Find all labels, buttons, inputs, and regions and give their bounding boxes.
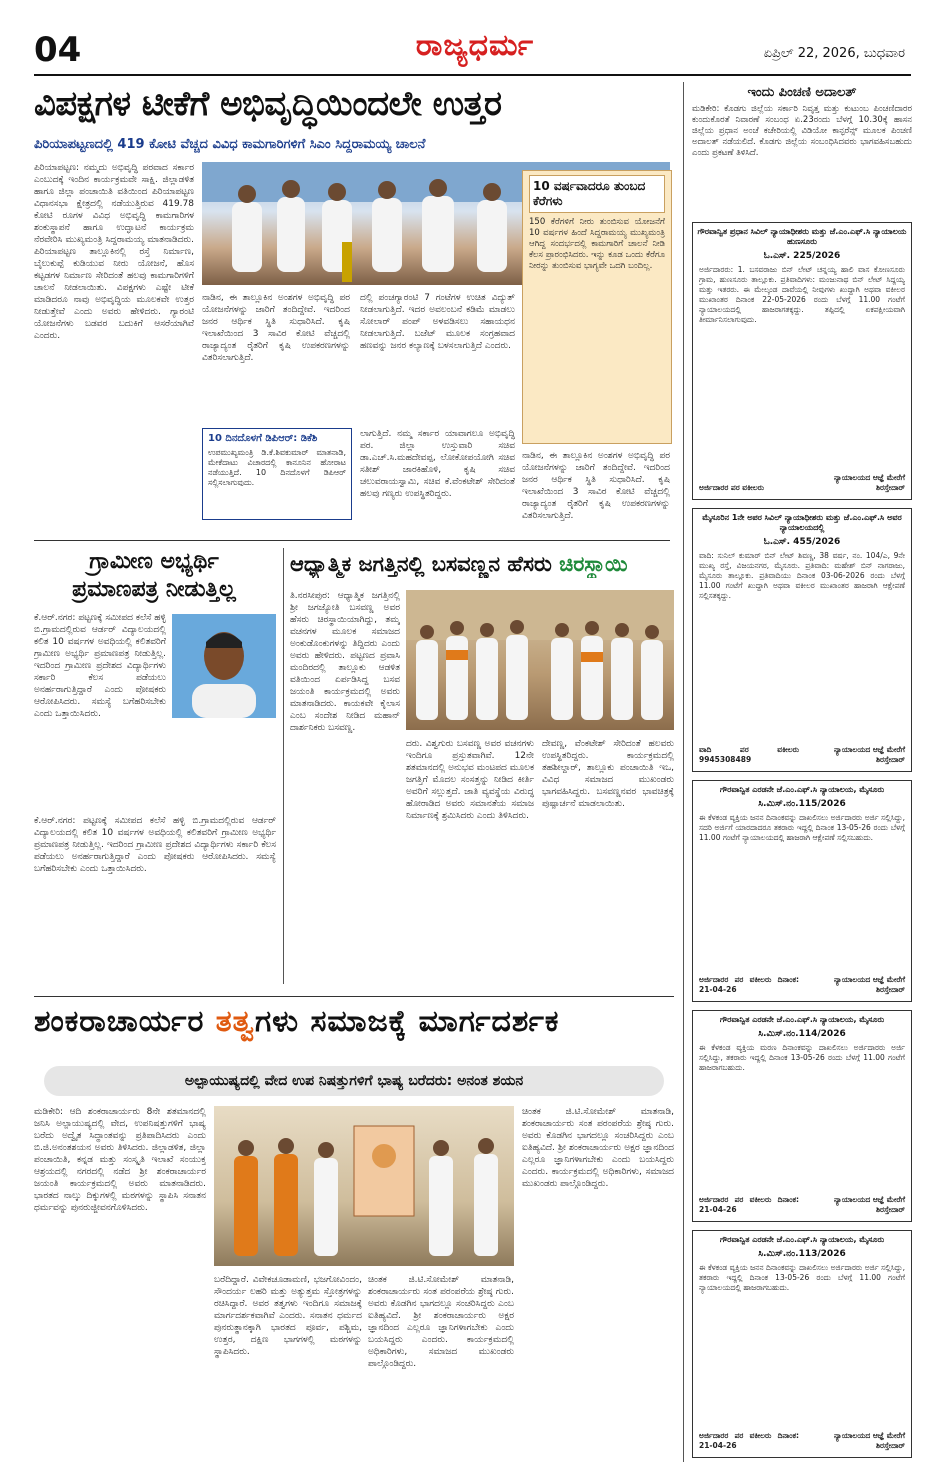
court-notice-5 [692,1230,912,1458]
adalat-text: ಮಡಿಕೇರಿ: ಕೊಡಗು ಜಿಲ್ಲೆಯ ಸರ್ಕಾರಿ ನಿವೃತ್ತ ಮತ್ತು ಕುಟುಂಬ ಪಿಂಚಣಿದಾರರ ಕುಂದುಕೊರತೆ ನಿವಾರಣೆ ಸಂಬಂಧ ಏ.23ರಂದು ಬೆಳಗ್ಗೆ 10.30ಕ್ಕೆ ಹಾಸನ ಜಿಲ್ಲೆಯ ಪ್ರಧಾನ ಅಂಚೆ ಕಚೇರಿಯಲ್ಲಿ ವಿಡಿಯೋ ಕಾನ್ಫರೆನ್ಸ್ ಮೂಲಕ ಪಿಂಚಣಿ ಅದಾಲತ್ ನಡೆಯಲಿದೆ. ಕೊಡಗು ಜಿಲ್ಲೆಯ ಸಂಬಂಧಿಸಿದವರು ಭಾಗವಹಿಸಬಹುದು ಎಂದು ಪ್ರಕಟಣೆ ತಿಳಿಸಿದೆ. [692,104,912,158]
notice3-court: ಗೌರವಾನ್ವಿತ ಎರಡನೇ ಜೆ.ಎಂ.ಎಫ್.ಸಿ ನ್ಯಾಯಾಲಯ, ಮೈಸೂರು [719,785,885,794]
notice2-footer-left: ವಾದಿ ಪರ ವಕೀಲರು 9945308489 [699,745,799,764]
story3-photo [406,590,674,730]
story3-headline [290,550,675,578]
story1-col2: ನಾಡಿನ, ಈ ತಾಲ್ಲೂಕಿನ ಅಂಶಗಳ ಅಭಿವೃದ್ಧಿ ಪರ ಯೋಜನೆಗಳನ್ನು ಜಾರಿಗೆ ತಂದಿದ್ದೇವೆ. ಇದರಿಂದ ಜನರ ಆರ್ಥಿಕ ಸ್ಥಿತಿ ಸುಧಾರಿಸಿದೆ. ಕೃಷಿ ಇಲಾಖೆಯಿಂದ 3 ಸಾವಿರ ಕೋಟಿ ವೆಚ್ಚದಲ್ಲಿ ರಾಜ್ಯಾದ್ಯಂತ ರೈತರಿಗೆ ಕೃಷಿ ಉಪಕರಣಗಳನ್ನು ವಿತರಿಸಲಾಗುತ್ತಿದೆ. [202,293,350,363]
story2-divider [283,548,284,984]
story4-headline-accent: ತತ್ವ [215,1004,255,1039]
story3-col2: ದರು. ವಿಶ್ವಗುರು ಬಸವಣ್ಣ ಅವರ ವಚನಗಳು ಇಂದಿಗೂ ಪ್ರಸ್ತುತವಾಗಿವೆ. 12ನೇ ಶತಮಾನದಲ್ಲಿ ಅನುಭವ ಮಂಟಪದ ಮೂಲಕ ಜಗತ್ತಿಗೆ ಮೊದಲ ಸಂಸತ್ತನ್ನು ನೀಡಿದ ಕೀರ್ತಿ ಅವರಿಗೆ ಸಲ್ಲುತ್ತದೆ. ಜಾತಿ ವ್ಯವಸ್ಥೆಯ ವಿರುದ್ಧ ಹೋರಾಡಿದ ಅವರು ಸಮಾನತೆಯ ಸಮಾಜ ನಿರ್ಮಾಣಕ್ಕೆ ಶ್ರಮಿಸಿದರು ಎಂದು ತಿಳಿಸಿದರು. [406,739,534,821]
story4-col2b-text: ಚಿಂತಕ ಜಿ.ಟಿ.ಸೋಮೇಶ್ ಮಾತನಾಡಿ, ಶಂಕರಾಚಾರ್ಯರು ಸಂತ ಪರಂಪರೆಯ ಶ್ರೇಷ್ಠ ಗುರು. ಅವರು ಕೊಡಗಿನ ಭಾಗದಲ್ಲೂ ಸಂಚರಿಸಿದ್ದರು ಎಂಬ ಐತಿಹ್ಯವಿದೆ. ಶ್ರೀ ಶಂಕರಾಚಾರ್ಯರು ಅಕ್ಷರ ಜ್ಞಾನದಿಂದ ಎಲ್ಲರೂ ಜ್ಞಾನಿಗಳಾಗಬೇಕು ಎಂದು ಬಯಸಿದ್ದರು ಎಂದರು. ಕಾರ್ಯಕ್ರಮದಲ್ಲಿ ಅಧಿಕಾರಿಗಳು, ಸಮಾಜದ ಮುಖಂಡರು ಪಾಲ್ಗೊಂಡಿದ್ದರು. [368,1275,514,1369]
story3-photo-illustration [406,590,674,730]
story4-col2b [368,1274,514,1456]
story2-headline-line1: ಗ್ರಾಮೀಣ ಅಭ್ಯರ್ಥಿ [89,549,219,574]
story3-headline-accent: ಚಿರಸ್ಥಾಯಿ [559,552,628,576]
story2-text-continued [34,815,276,985]
story3-col1: ತಿ.ನರಸೀಪುರ: ಆಧ್ಯಾತ್ಮಿಕ ಜಗತ್ತಿನಲ್ಲಿ ಶ್ರೀ ಜಗಜ್ಯೋತಿ ಬಸವಣ್ಣ ಅವರ ಹೆಸರು ಚಿರಸ್ಥಾಯಿಯಾಗಿದ್ದು, ತಮ್ಮ ವಚನಗಳ ಮೂಲಕ ಸಮಾಜದ ಅಂಕುಡೊಂಕುಗಳನ್ನು ತಿದ್ದಿದರು ಎಂದು ಅವರು ಹೇಳಿದರು. ಪಟ್ಟಣದ ಪ್ರವಾಸಿ ಮಂದಿರದಲ್ಲಿ ತಾಲ್ಲೂಕು ಆಡಳಿತ ವತಿಯಿಂದ ಏರ್ಪಡಿಸಿದ್ದ ಬಸವ ಜಯಂತಿ ಕಾರ್ಯಕ್ರಮದಲ್ಲಿ ಅವರು ಮಾತನಾಡಿದರು. ಕಾಯಕವೇ ಕೈಲಾಸ ಎಂಬ ಸಂದೇಶ ನೀಡಿದ ಮಹಾನ್ ದಾರ್ಶನಿಕರು ಬಸವಣ್ಣ. [290,591,400,733]
notice2-body: ವಾದಿ: ಸುನಿಲ್ ಕುಮಾರ್ ಬಿನ್ ಲೇಟ್ ಶಿವಣ್ಣ, 38 ವರ್ಷ, ನಂ. 104/ಎ, 9ನೇ ಮುಖ್ಯ ರಸ್ತೆ, ವಿಜಯನಗರ, ಮೈಸೂರು. ಪ್ರತಿವಾದಿ: ಮಹೇಶ್ ಬಿನ್ ನಾಗರಾಜು, ಮೈಸೂರು ತಾಲ್ಲೂಕು. ಪ್ರತಿವಾದಿಯು ದಿನಾಂಕ 03-06-2026 ರಂದು ಬೆಳಗ್ಗೆ 11.00 ಗಂಟೆಗೆ ಖುದ್ದಾಗಿ ಅಥವಾ ವಕೀಲರ ಮುಖಾಂತರ ಹಾಜರಾಗಿ ಆಕ್ಷೇಪಣೆ ಸಲ್ಲಿಸತಕ್ಕದ್ದು. [699,551,905,600]
notice5-footer-left: ಅರ್ಜಿದಾರರ ಪರ ವಕೀಲರು ದಿನಾಂಕ: 21-04-26 [699,1431,799,1450]
notice5-case: ಸಿ.ಮಿಸ್.ನಂ.113/2026 [758,1249,846,1259]
notice1-footer-right: ನ್ಯಾಯಾಲಯದ ಆಜ್ಞೆ ಮೇರೆಗೆ ಶಿರಸ್ತೇದಾರ್ [833,473,905,492]
notice5-court: ಗೌರವಾನ್ವಿತ ಎರಡನೇ ಜೆ.ಎಂ.ಎಫ್.ಸಿ ನ್ಯಾಯಾಲಯ, ಮೈಸೂರು [719,1235,885,1244]
story4-col1: ಮಡಿಕೇರಿ: ಆದಿ ಶಂಕರಾಚಾರ್ಯರು 8ನೇ ಶತಮಾನದಲ್ಲಿ ಜನಿಸಿ ಅಲ್ಪಾಯುಷ್ಯದಲ್ಲಿ ವೇದ, ಉಪನಿಷತ್ತುಗಳಿಗೆ ಭಾಷ್ಯ ಬರೆದು ಅದ್ವೈತ ಸಿದ್ಧಾಂತವನ್ನು ಪ್ರತಿಪಾದಿಸಿದರು ಎಂದು ಬಿ.ಜಿ.ಅನಂತಶಯನ ಅವರು ತಿಳಿಸಿದರು. ಜಿಲ್ಲಾಡಳಿತ, ಜಿಲ್ಲಾ ಪಂಚಾಯಿತಿ, ಕನ್ನಡ ಮತ್ತು ಸಂಸ್ಕೃತಿ ಇಲಾಖೆ ಸಂಯುಕ್ತ ಆಶ್ರಯದಲ್ಲಿ ನಗರದಲ್ಲಿ ನಡೆದ ಶ್ರೀ ಶಂಕರಾಚಾರ್ಯರ ಜಯಂತಿ ಕಾರ್ಯಕ್ರಮದಲ್ಲಿ ಅವರು ಮಾತನಾಡಿದರು. ಭಾರತದ ನಾಲ್ಕು ದಿಕ್ಕುಗಳಲ್ಲಿ ಮಠಗಳನ್ನು ಸ್ಥಾಪಿಸಿ ಸನಾತನ ಧರ್ಮವನ್ನು ಪುನರುಜ್ಜೀವನಗೊಳಿಸಿದರು. [34,1107,206,1213]
notice3-footer-left: ಅರ್ಜಿದಾರರ ಪರ ವಕೀಲರು ದಿನಾಂಕ: 21-04-26 [699,975,799,994]
notice1-case: ಓ.ಎಸ್. 225/2026 [763,251,841,261]
logo-text: ರಾಜ್ಯಧರ್ಮ [415,28,535,63]
page-number: 04 [34,30,82,70]
notice1-body: ಅರ್ಜಿದಾರರು: 1. ಬಸವರಾಜು ಬಿನ್ ಲೇಟ್ ಚನ್ನಯ್ಯ ಹಾಲಿ ವಾಸ ಕೋಣಸೂರು ಗ್ರಾಮ, ಹುಣಸೂರು ತಾಲ್ಲೂಕು. ಪ್ರತಿವಾದಿಗಳು: ಮಂಜುನಾಥ ಬಿನ್ ಲೇಟ್ ಸಿದ್ದಯ್ಯ ಮತ್ತು ಇತರರು. ಈ ಮೇಲ್ಕಂಡ ದಾವೆಯಲ್ಲಿ ನೀವುಗಳು ಖುದ್ದಾಗಿ ಅಥವಾ ವಕೀಲರ ಮುಖಾಂತರ ದಿನಾಂಕ 22-05-2026 ರಂದು ಬೆಳಗ್ಗೆ 11.00 ಗಂಟೆಗೆ ನ್ಯಾಯಾಲಯದಲ್ಲಿ ಹಾಜರಾಗತಕ್ಕದ್ದು. ತಪ್ಪಿದಲ್ಲಿ ಏಕಪಕ್ಷೀಯವಾಗಿ ತೀರ್ಮಾನಿಸಲಾಗುವುದು. [699,265,905,324]
story2-headline-line2: ಪ್ರಮಾಣಪತ್ರ ನೀಡುತ್ತಿಲ್ಲ [72,577,236,602]
notice3-case: ಸಿ.ಮಿಸ್.ನಂ.115/2026 [758,799,846,809]
masthead-logo [385,28,565,68]
story2-text: ಕೆ.ಆರ್.ನಗರ: ಪಟ್ಟಣಕ್ಕೆ ಸಮೀಪದ ಕಲೆಸೆ ಹಳ್ಳಿ ಬಿ.ಗ್ರಾಮದಲ್ಲಿರುವ ಆರ್ಡರ್ ವಿದ್ಯಾಲಯದಲ್ಲಿ ಕಲಿತ 10 ವರ್ಷಗಳ ಅವಧಿಯಲ್ಲಿ ಕಲಿತವರಿಗೆ ಗ್ರಾಮೀಣ ಅಭ್ಯರ್ಥಿ ಪ್ರಮಾಣಪತ್ರ ನೀಡುತ್ತಿಲ್ಲ. ಇದರಿಂದ ಗ್ರಾಮೀಣ ಪ್ರದೇಶದ ವಿದ್ಯಾರ್ಥಿಗಳು ಸರ್ಕಾರಿ ಕೆಲಸ ಪಡೆಯಲು ಅನರ್ಹರಾಗುತ್ತಿದ್ದಾರೆ ಎಂದು ಪೋಷಕರು ಆರೋಪಿಸಿದರು. ಸಮಸ್ಯೆ ಬಗೆಹರಿಸಬೇಕು ಎಂದು ಒತ್ತಾಯಿಸಿದರು. [34,613,166,719]
story1-col3-continued [360,428,515,532]
story1-col4-text: ನಾಡಿನ, ಈ ತಾಲ್ಲೂಕಿನ ಅಂಶಗಳ ಅಭಿವೃದ್ಧಿ ಪರ ಯೋಜನೆಗಳನ್ನು ಜಾರಿಗೆ ತಂದಿದ್ದೇವೆ. ಇದರಿಂದ ಜನರ ಆರ್ಥಿಕ ಸ್ಥಿತಿ ಸುಧಾರಿಸಿದೆ. ಕೃಷಿ ಇಲಾಖೆಯಿಂದ 3 ಸಾವಿರ ಕೋಟಿ ವೆಚ್ಚದಲ್ಲಿ ರಾಜ್ಯಾದ್ಯಂತ ರೈತರಿಗೆ ಕೃಷಿ ಉಪಕರಣಗಳನ್ನು ವಿತರಿಸಲಾಗುತ್ತಿದೆ. [522,451,670,521]
notice3-body: ಈ ಕೆಳಕಂಡ ವ್ಯಕ್ತಿಯ ಜನನ ದಿನಾಂಕವನ್ನು ದಾಖಲಿಸಲು ಅರ್ಜಿದಾರರು ಅರ್ಜಿ ಸಲ್ಲಿಸಿದ್ದು, ಸದರಿ ಅರ್ಜಿಗೆ ಯಾರದಾದರೂ ತಕರಾರು ಇದ್ದಲ್ಲಿ ದಿನಾಂಕ 13-05-26 ರಂದು ಬೆಳಗ್ಗೆ 11.00 ಗಂಟೆಗೆ ನ್ಯಾಯಾಲಯದಲ್ಲಿ ಹಾಜರಾಗಿ ಆಕ್ಷೇಪಣೆ ಸಲ್ಲಿಸಬಹುದು. [699,813,905,842]
rule-after-story1 [34,540,670,541]
story4-col3: ಚಿಂತಕ ಜಿ.ಟಿ.ಸೋಮೇಶ್ ಮಾತನಾಡಿ, ಶಂಕರಾಚಾರ್ಯರು ಸಂತ ಪರಂಪರೆಯ ಶ್ರೇಷ್ಠ ಗುರು. ಅವರು ಕೊಡಗಿನ ಭಾಗದಲ್ಲೂ ಸಂಚರಿಸಿದ್ದರು ಎಂಬ ಐತಿಹ್ಯವಿದೆ. ಶ್ರೀ ಶಂಕರಾಚಾರ್ಯರು ಅಕ್ಷರ ಜ್ಞಾನದಿಂದ ಎಲ್ಲರೂ ಜ್ಞಾನಿಗಳಾಗಬೇಕು ಎಂದು ಬಯಸಿದ್ದರು ಎಂದರು. ಕಾರ್ಯಕ್ರಮದಲ್ಲಿ ಅಧಿಕಾರಿಗಳು, ಸಮಾಜದ ಮುಖಂಡರು ಪಾಲ್ಗೊಂಡಿದ್ದರು. [522,1107,674,1189]
notice1-court: ಗೌರವಾನ್ವಿತ ಪ್ರಧಾನ ಸಿವಿಲ್ ನ್ಯಾಯಾಧೀಶರು ಮತ್ತು ಜೆ.ಎಂ.ಎಫ್.ಸಿ ನ್ಯಾಯಾಲಯ ಹುಣಸೂರು [697,227,907,246]
dks-title: 10 ದಿನದೊಳಗೆ ಡಿಪಿಆರ್: ಡಿಕೆಶಿ [208,433,318,444]
court-notice-2 [692,508,912,772]
notice3-footer-right: ನ್ಯಾಯಾಲಯದ ಆಜ್ಞೆ ಮೇರೆಗೆ ಶಿರಸ್ತೇದಾರ್ [833,975,905,994]
story1-col4 [522,450,670,532]
sidebar-text: 150 ಕೆರೆಗಳಿಗೆ ನೀರು ತುಂಬಿಸುವ ಯೋಜನೆಗೆ 10 ವರ್ಷಗಳ ಹಿಂದೆ ಸಿದ್ದರಾಮಯ್ಯ ಮುಖ್ಯಮಂತ್ರಿ ಆಗಿದ್ದ ಸಂದರ್ಭದಲ್ಲಿ ಕಾಮಗಾರಿಗೆ ಚಾಲನೆ ನೀಡಿ ಕೆಲಸ ಪ್ರಾರಂಭಿಸಿದರು. ಇನ್ನು ಕೂಡ ಒಂದು ಕೆರೆಗೂ ನೀರನ್ನು ತುಂಬಿಸುವ ಭಾಗ್ಯವೇ ಒದಗಿ ಬಂದಿಲ್ಲ. [529,217,665,271]
notice4-case: ಸಿ.ಮಿಸ್.ನಂ.114/2026 [758,1029,846,1039]
rule-before-story4 [34,996,674,997]
notice1-footer-left: ಅರ್ಜಿದಾರರ ಪರ ವಕೀಲರು [699,483,764,492]
masthead-rule [34,74,911,76]
notice5-footer-right: ನ್ಯಾಯಾಲಯದ ಆಜ್ಞೆ ಮೇರೆಗೆ ಶಿರಸ್ತೇದಾರ್ [833,1431,905,1450]
dks-text: ಉಪಮುಖ್ಯಮಂತ್ರಿ ಡಿ.ಕೆ.ಶಿವಕುಮಾರ್ ಮಾತನಾಡಿ, ಮೇಕೆದಾಟು ವಿಚಾರದಲ್ಲಿ ಕಾನೂನಿನ ಹೋರಾಟ ನಡೆಯುತ್ತಿದೆ. 10 ದಿನದೊಳಗೆ ಡಿಪಿಆರ್ ಸಲ್ಲಿಸಲಾಗುವುದು. [208,448,346,487]
notice4-body: ಈ ಕೆಳಕಂಡ ವ್ಯಕ್ತಿಯ ಮರಣ ದಿನಾಂಕವನ್ನು ದಾಖಲಿಸಲು ಅರ್ಜಿದಾರರು ಅರ್ಜಿ ಸಲ್ಲಿಸಿದ್ದು, ತಕರಾರು ಇದ್ದಲ್ಲಿ ದಿನಾಂಕ 13-05-26 ರಂದು ಬೆಳಗ್ಗೆ 11.00 ಗಂಟೆಗೆ ಹಾಜರಾಗಬಹುದು. [699,1043,905,1072]
court-notice-4 [692,1010,912,1222]
story2-portrait [172,614,276,718]
sidebar-title: 10 ವರ್ಷವಾದರೂ ತುಂಬದ ಕೆರೆಗಳು [529,175,665,213]
notice2-court: ಮೈಸೂರಿನ 1ನೇ ಅಪರ ಸಿವಿಲ್ ನ್ಯಾಯಾಧೀಶರು ಮತ್ತು ಜೆ.ಎಂ.ಎಫ್.ಸಿ ಅವರ ನ್ಯಾಯಾಲಯದಲ್ಲಿ [702,513,902,532]
story1-col3: ದಲ್ಲಿ ಪಂಚಗ್ಯಾರಂಟಿ 7 ಗಂಟೆಗಳ ಉಚಿತ ವಿದ್ಯುತ್ ನೀಡಲಾಗುತ್ತಿದೆ. ಇದರ ಅವಲಂಬನೆ ಕಡಿಮೆ ಮಾಡಲು ಸೋಲಾರ್ ಪಂಪ್ ಅಳವಡಿಸಲು ಸಹಾಯಧನ ನೀಡಲಾಗುತ್ತಿದೆ. ಬಜೆಟ್ ಮೂಲಕ ಸಂಗ್ರಹವಾದ ಹಣವನ್ನು ಜನರ ಕಲ್ಯಾಣಕ್ಕೆ ಬಳಸಲಾಗುತ್ತಿದೆ ಎಂದರು. [360,293,515,351]
story1-sidebar [522,170,672,444]
story4-photo [214,1106,514,1266]
story4-subheadline-bar [44,1066,664,1096]
story1-col3-continued-text: ಲಾಗುತ್ತಿದೆ. ನಮ್ಮ ಸರ್ಕಾರ ಯಾವಾಗಲೂ ಅಭಿವೃದ್ಧಿ ಪರ. ಜಿಲ್ಲಾ ಉಸ್ತುವಾರಿ ಸಚಿವ ಡಾ.ಎಚ್.ಸಿ.ಮಹದೇವಪ್ಪ, ಲೋಕೋಪಯೋಗಿ ಸಚಿವ ಸತೀಶ್ ಜಾರಕಿಹೊಳಿ, ಕೃಷಿ ಸಚಿವ ಚಲುವರಾಯಸ್ವಾಮಿ, ಸಚಿವ ಕೆ.ವೆಂಕಟೇಶ್ ಸೇರಿದಂತೆ ಹಲವು ಗಣ್ಯರು ಉಪಸ್ಥಿತರಿದ್ದರು. [360,429,515,499]
story4-headline [34,1002,674,1042]
story2-text-continued-body: ಕೆ.ಆರ್.ನಗರ: ಪಟ್ಟಣಕ್ಕೆ ಸಮೀಪದ ಕಲೆಸೆ ಹಳ್ಳಿ ಬಿ.ಗ್ರಾಮದಲ್ಲಿರುವ ಆರ್ಡರ್ ವಿದ್ಯಾಲಯದಲ್ಲಿ ಕಲಿತ 10 ವರ್ಷಗಳ ಅವಧಿಯಲ್ಲಿ ಕಲಿತವರಿಗೆ ಗ್ರಾಮೀಣ ಅಭ್ಯರ್ಥಿ ಪ್ರಮಾಣಪತ್ರ ನೀಡುತ್ತಿಲ್ಲ. ಇದರಿಂದ ಗ್ರಾಮೀಣ ಪ್ರದೇಶದ ವಿದ್ಯಾರ್ಥಿಗಳು ಸರ್ಕಾರಿ ಕೆಲಸ ಪಡೆಯಲು ಅನರ್ಹರಾಗುತ್ತಿದ್ದಾರೆ ಎಂದು ಪೋಷಕರು ಆರೋಪಿಸಿದರು. ಸಮಸ್ಯೆ ಬಗೆಹರಿಸಬೇಕು ಎಂದು ಒತ್ತಾಯಿಸಿದರು. [34,816,276,874]
story4-photo-illustration [214,1106,514,1266]
court-notice-1 [692,222,912,500]
dks-box [202,428,352,520]
notice4-footer-left: ಅರ್ಜಿದಾರರ ಪರ ವಕೀಲರು ದಿನಾಂಕ: 21-04-26 [699,1195,799,1214]
court-notice-3 [692,780,912,1002]
story1-headline: ವಿಪಕ್ಷಗಳ ಟೀಕೆಗೆ ಅಭಿವೃದ್ಧಿಯಿಂದಲೇ ಉತ್ತರ [34,84,502,124]
story3-col3: ದೇವಣ್ಣ, ವೆಂಕಟೇಶ್ ಸೇರಿದಂತೆ ಹಲವರು ಉಪಸ್ಥಿತರಿದ್ದರು. ಕಾರ್ಯಕ್ರಮದಲ್ಲಿ ತಹಶೀಲ್ದಾರ್, ತಾಲ್ಲೂಕು ಪಂಚಾಯಿತಿ ಇಒ, ವಿವಿಧ ಸಮಾಜದ ಮುಖಂಡರು ಭಾಗವಹಿಸಿದ್ದರು. ಬಸವಣ್ಣನವರ ಭಾವಚಿತ್ರಕ್ಕೆ ಪುಷ್ಪಾರ್ಚನೆ ಮಾಡಲಾಯಿತು. [542,739,674,809]
notice2-case: ಓ.ಎಸ್. 455/2026 [763,537,841,547]
notice4-footer-right: ನ್ಯಾಯಾಲಯದ ಆಜ್ಞೆ ಮೇರೆಗೆ ಶಿರಸ್ತೇದಾರ್ [833,1195,905,1214]
portrait-illustration [172,614,276,718]
story1-subheadline: ಪಿರಿಯಾಪಟ್ಟಣದಲ್ಲಿ 419 ಕೋಟಿ ವೆಚ್ಚದ ವಿವಿಧ ಕಾಮಗಾರಿಗಳಿಗೆ ಸಿಎಂ ಸಿದ್ದರಾಮಯ್ಯ ಚಾಲನೆ [34,137,426,152]
adalat-title: ಇಂದು ಪಿಂಚಣಿ ಅದಾಲತ್ [747,85,857,100]
story4-headline-part1: ಶಂಕರಾಚಾರ್ಯರ [34,1004,216,1039]
notice5-body: ಈ ಕೆಳಕಂಡ ವ್ಯಕ್ತಿಯ ಜನನ ದಿನಾಂಕವನ್ನು ದಾಖಲಿಸಲು ಅರ್ಜಿದಾರರು ಅರ್ಜಿ ಸಲ್ಲಿಸಿದ್ದು, ತಕರಾರು ಇದ್ದಲ್ಲಿ ದಿನಾಂಕ 13-05-26 ರಂದು ಬೆಳಗ್ಗೆ 11.00 ಗಂಟೆಗೆ ನ್ಯಾಯಾಲಯದಲ್ಲಿ ಹಾಜರಾಗಬಹುದು. [699,1263,905,1292]
right-column-divider [683,82,684,1462]
date-line: ಏಪ್ರಿಲ್ 22, 2026, ಬುಧವಾರ [763,46,905,61]
story4-subheadline: ಅಲ್ಪಾಯುಷ್ಯದಲ್ಲಿ ವೇದ ಉಪ ನಿಷತ್ತುಗಳಿಗೆ ಭಾಷ್ಯ ಬರೆದರು: ಅನಂತ ಶಯನ [184,1073,524,1089]
notice2-footer-right: ನ್ಯಾಯಾಲಯದ ಆಜ್ಞೆ ಮೇರೆಗೆ ಶಿರಸ್ತೇದಾರ್ [833,745,905,764]
story4-headline-part3: ಗಳು ಸಮಾಜಕ್ಕೆ ಮಾರ್ಗದರ್ಶಕ [254,1004,560,1039]
notice4-court: ಗೌರವಾನ್ವಿತ ಎರಡನೇ ಜೆ.ಎಂ.ಎಫ್.ಸಿ ನ್ಯಾಯಾಲಯ, ಮೈಸೂರು [719,1015,885,1024]
story1-col1: ಪಿರಿಯಾಪಟ್ಟಣ: ನಮ್ಮದು ಅಭಿವೃದ್ಧಿ ಪರವಾದ ಸರ್ಕಾರ ಎಂಬುದಕ್ಕೆ ಇಂದಿನ ಕಾರ್ಯಕ್ರಮವೇ ಸಾಕ್ಷಿ. ಜಿಲ್ಲಾಡಳಿತ ಹಾಗೂ ಜಿಲ್ಲಾ ಪಂಚಾಯಿತಿ ವತಿಯಿಂದ ಪಿರಿಯಾಪಟ್ಟಣ ವಿಧಾನಸಭಾ ಕ್ಷೇತ್ರದಲ್ಲಿ ನಡೆಯುತ್ತಿರುವ 419.78 ಕೋಟಿ ರೂಗಳ ವಿವಿಧ ಅಭಿವೃದ್ಧಿ ಕಾಮಗಾರಿಗಳ ಶಂಕುಸ್ಥಾಪನೆ ಹಾಗೂ ಉದ್ಘಾಟನೆ ಕಾರ್ಯಕ್ರಮ ನೆರವೇರಿಸಿ ಮುಖ್ಯಮಂತ್ರಿ ಸಿದ್ದರಾಮಯ್ಯ ಮಾತನಾಡಿದರು. ಪಿರಿಯಾಪಟ್ಟಣ ತಾಲ್ಲೂಕಿನಲ್ಲಿ ರಸ್ತೆ ನಿರ್ಮಾಣ, ಬೈಲುಕುಪ್ಪೆ ಕುಡಿಯುವ ನೀರು ಯೋಜನೆ, ಹೊಸ ಕಟ್ಟಡಗಳ ನಿರ್ಮಾಣ ಸೇರಿದಂತೆ ಹಲವು ಕಾಮಗಾರಿಗಳಿಗೆ ಚಾಲನೆ ನೀಡಲಾಯಿತು. ವಿಪಕ್ಷಗಳು ಎಷ್ಟೇ ಟೀಕೆ ಮಾಡಿದರೂ ನಾವು ಅಭಿವೃದ್ಧಿಯ ಮೂಲಕವೇ ಉತ್ತರ ನೀಡುತ್ತೇವೆ ಎಂದು ಅವರು ಹೇಳಿದರು. ಗ್ಯಾರಂಟಿ ಯೋಜನೆಗಳು ಬಡವರ ಬದುಕಿಗೆ ಆಸರೆಯಾಗಿವೆ ಎಂದರು. [34,163,194,341]
story4-col2: ಬರೆದಿದ್ದಾರೆ. ವಿವೇಕಚೂಡಾಮಣಿ, ಭಜಗೋವಿಂದಂ, ಸೌಂದರ್ಯ ಲಹರಿ ಮತ್ತು ಅತ್ಯುತ್ತಮ ಸ್ತೋತ್ರಗಳನ್ನು ರಚಿಸಿದ್ದಾರೆ. ಅವರ ತತ್ವಗಳು ಇಂದಿಗೂ ಸಮಾಜಕ್ಕೆ ಮಾರ್ಗದರ್ಶಕವಾಗಿವೆ ಎಂದರು. ಸನಾತನ ಧರ್ಮದ ಪುನರುತ್ಥಾನಕ್ಕಾಗಿ ಭಾರತದ ಪೂರ್ವ, ಪಶ್ಚಿಮ, ಉತ್ತರ, ದಕ್ಷಿಣ ಭಾಗಗಳಲ್ಲಿ ಮಠಗಳನ್ನು ಸ್ಥಾಪಿಸಿದರು. [214,1275,362,1357]
story2-headline [34,548,274,604]
story3-headline-main: ಆಧ್ಯಾತ್ಮಿಕ ಜಗತ್ತಿನಲ್ಲಿ ಬಸವಣ್ಣನ ಹೆಸರು [290,552,560,576]
